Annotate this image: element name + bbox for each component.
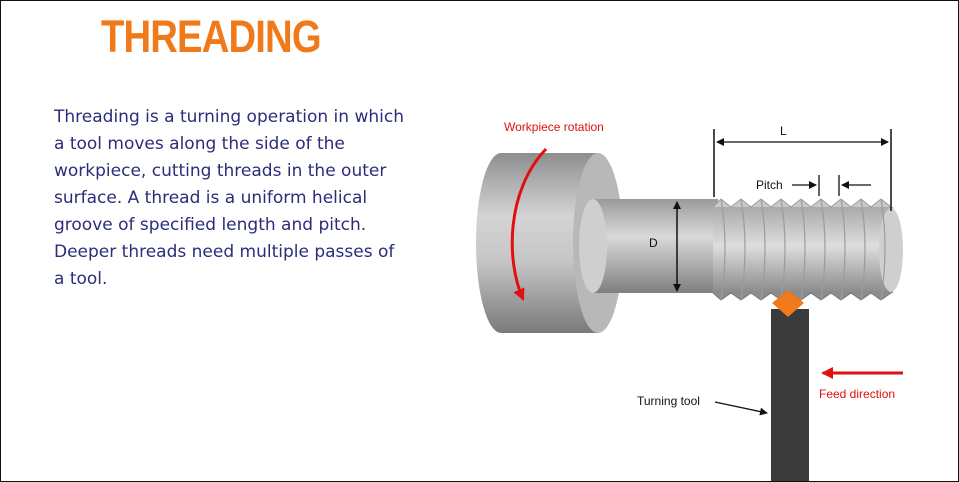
tool-label: Turning tool xyxy=(637,394,700,408)
turning-tool xyxy=(771,290,809,481)
tool-pointer xyxy=(715,402,767,413)
threading-diagram xyxy=(441,96,941,481)
tool-shank xyxy=(771,309,809,481)
page-title: THREADING xyxy=(101,11,321,62)
rotation-label: Workpiece rotation xyxy=(504,120,604,134)
threaded-section xyxy=(713,199,903,300)
length-label: L xyxy=(780,124,787,138)
pitch-dimension xyxy=(756,175,871,196)
length-dimension xyxy=(714,124,891,211)
feed-label: Feed direction xyxy=(819,387,896,401)
description-text: Threading is a turning operation in which a tool moves along the side of the workpiece, cutting threads in the outer surface. A thread is a uniform helical groove of specified length and pitch. Deeper threads need multiple passes of a tool. xyxy=(54,107,404,289)
pitch-label: Pitch xyxy=(756,178,783,192)
diameter-label: D xyxy=(649,236,658,250)
